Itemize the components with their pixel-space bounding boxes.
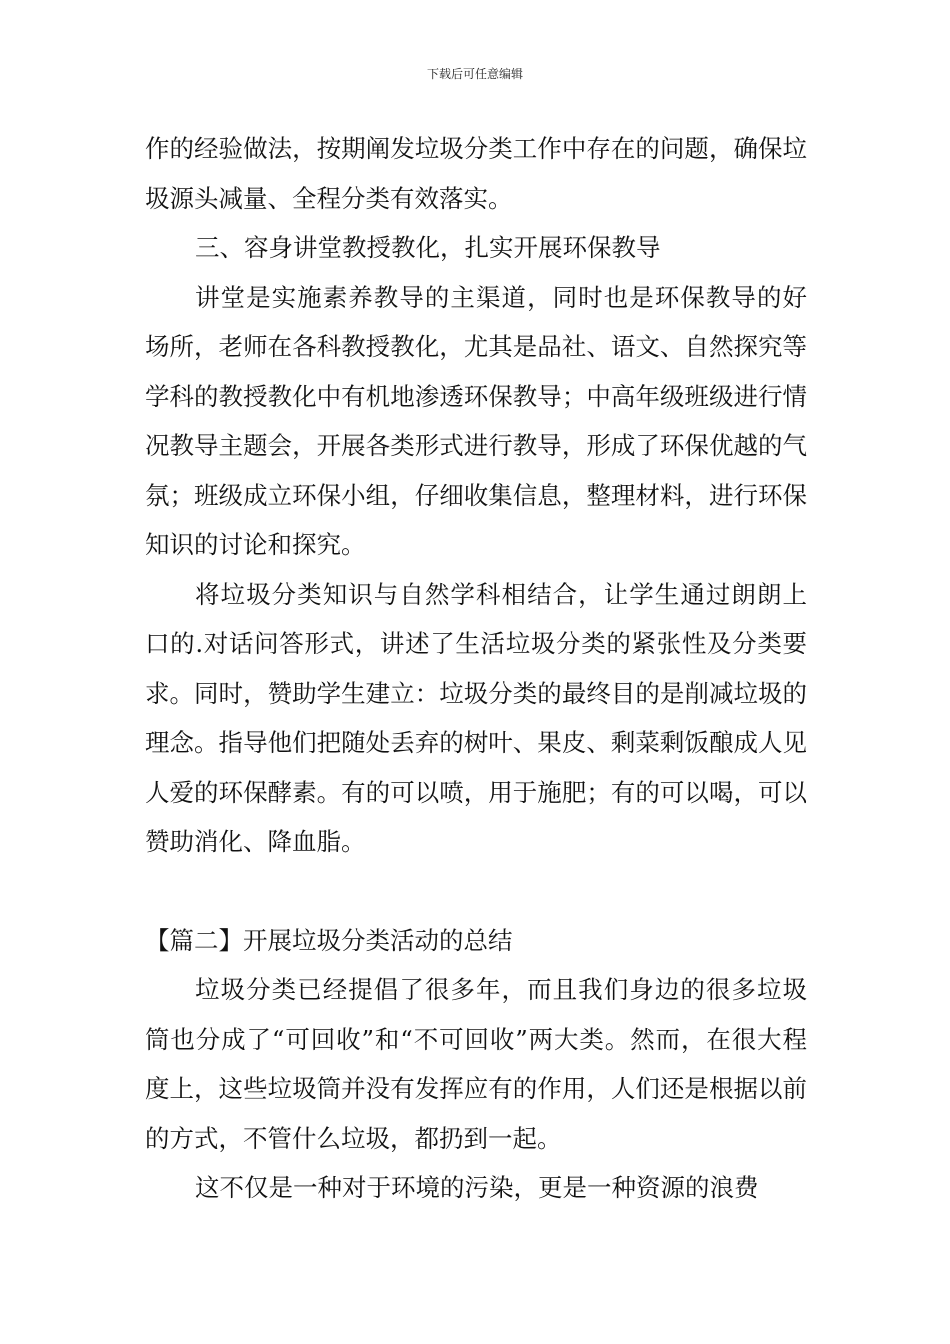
document-body (145, 124, 807, 1213)
paragraph-gap (145, 867, 807, 916)
section-heading-three: 三、容身讲堂教授教化，扎实开展环保教导 (195, 233, 661, 262)
paragraph-intro: 垃圾分类已经提倡了很多年，而且我们身边的很多垃圾筒也分成了“可回收”和“不可回收”两大类。然而，在很大程度上，这些垃圾筒并没有发挥应有的作用，人们还是根据以前的方式，不管什么垃圾，都扔到一起。 (145, 975, 807, 1153)
paragraph-waste: 这不仅是一种对于环境的污染，更是一种资源的浪费 (195, 1173, 759, 1202)
paragraph-classroom: 讲堂是实施素养教导的主渠道，同时也是环保教导的好场所，老师在各科教授教化，尤其是品社、语文、自然探究等学科的教授教化中有机地渗透环保教导；中高年级班级进行情况教导主题会，开展各类形式进行教导，形成了环保优越的气氛；班级成立环保小组，仔细收集信息，整理材料，进行环保知识的讨论和探究。 (145, 282, 807, 559)
header-note: 下载后可任意编辑 (426, 67, 523, 81)
article-two-title: 【篇二】开展垃圾分类活动的总结 (145, 925, 513, 955)
paragraph-continuation: 作的经验做法，按期阐发垃圾分类工作中存在的问题，确保垃圾源头减量、全程分类有效落实。 (145, 134, 807, 213)
paragraph-science: 将垃圾分类知识与自然学科相结合，让学生通过朗朗上口的.对话问答形式，讲述了生活垃圾分类的紧张性及分类要求。同时，赞助学生建立：垃圾分类的最终目的是削减垃圾的理念。指导他们把随处丢弃的树叶、果皮、剩菜剩饭酿成人见人爱的环保酵素。有的可以喷，用于施肥；有的可以喝，可以赞助消化、降血脂。 (145, 579, 807, 856)
